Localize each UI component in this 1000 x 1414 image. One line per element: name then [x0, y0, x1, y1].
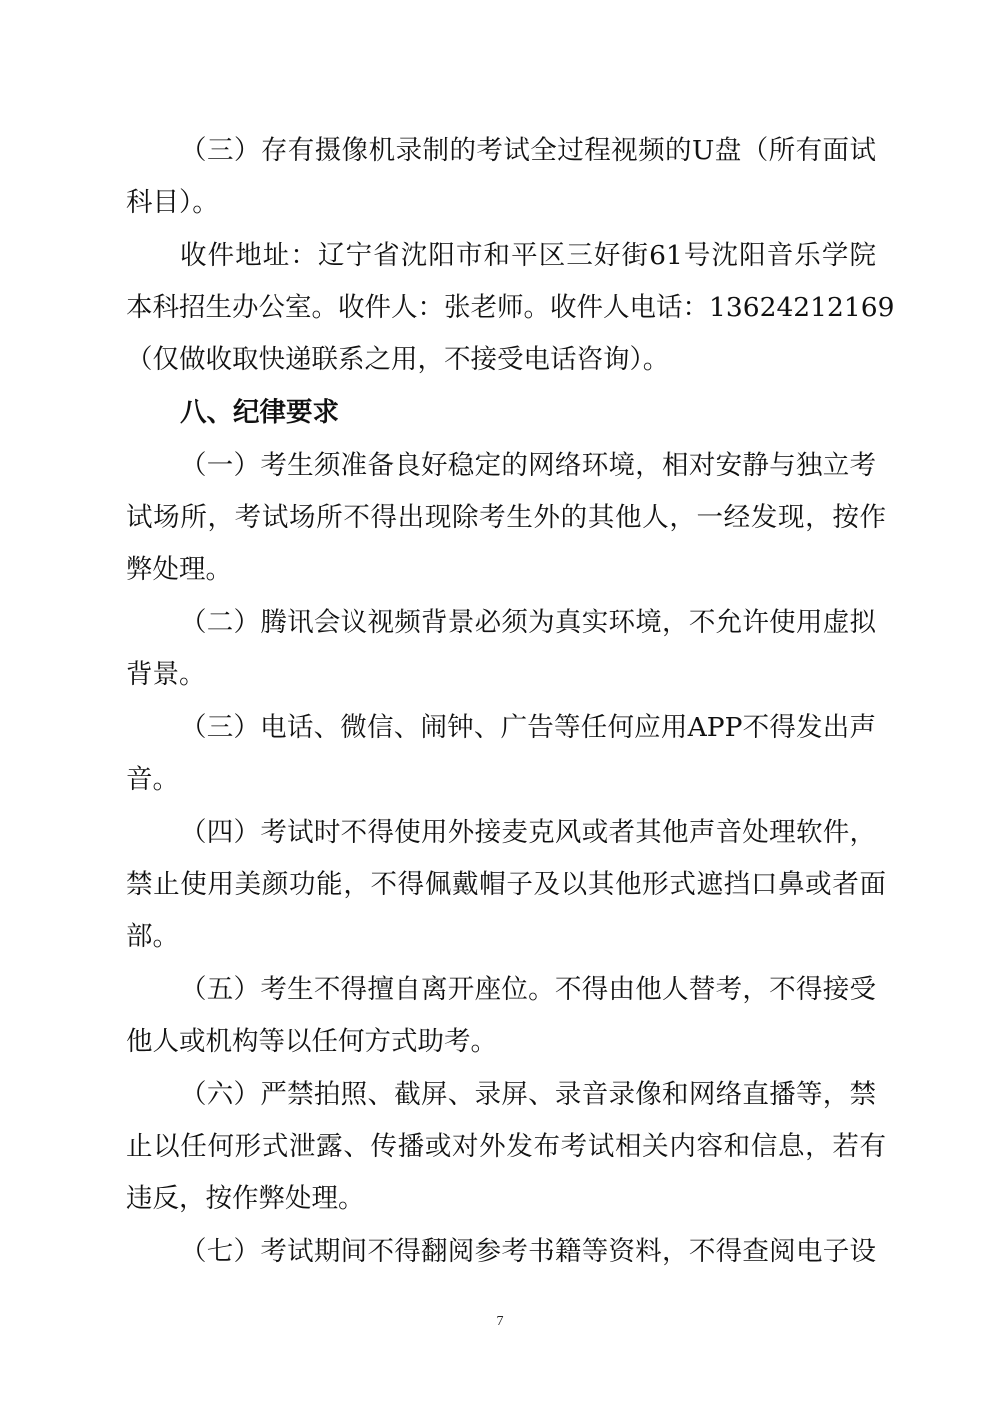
- text-line: （三）存有摄像机录制的考试全过程视频的U盘（所有面试: [180, 135, 876, 166]
- text-line: （仅做收取快递联系之用，不接受电话咨询）。: [126, 344, 670, 375]
- page-number: 7: [496, 1314, 504, 1329]
- text-line: 音。: [126, 764, 179, 795]
- text-line: 弊处理。: [126, 554, 232, 585]
- text-line: （二）腾讯会议视频背景必须为真实环境，不允许使用虚拟: [180, 607, 876, 638]
- text-line: 收件地址：辽宁省沈阳市和平区三好街61号沈阳音乐学院: [180, 240, 876, 271]
- text-line: （七）考试期间不得翻阅参考书籍等资料，不得查阅电子设: [180, 1236, 876, 1267]
- text-line: （三）电话、微信、闹钟、广告等任何应用APP不得发出声: [180, 712, 876, 743]
- text-line: 本科招生办公室。收件人：张老师。收件人电话：13624212169: [126, 292, 895, 323]
- text-line: 背景。: [126, 659, 206, 690]
- section-heading: 八、纪律要求: [180, 397, 339, 428]
- text-line: 他人或机构等以任何方式助考。: [126, 1026, 497, 1057]
- text-line: 部。: [126, 921, 179, 952]
- text-line: 科目）。: [126, 187, 219, 218]
- text-line: 试场所，考试场所不得出现除考生外的其他人，一经发现，按作: [126, 502, 886, 533]
- text-line: （一）考生须准备良好稳定的网络环境，相对安静与独立考: [180, 450, 876, 481]
- text-line: 止以任何形式泄露、传播或对外发布考试相关内容和信息，若有: [126, 1131, 886, 1162]
- text-line: （五）考生不得擅自离开座位。不得由他人替考，不得接受: [180, 974, 876, 1005]
- text-line: （四）考试时不得使用外接麦克风或者其他声音处理软件，: [180, 817, 876, 848]
- text-line: （六）严禁拍照、截屏、录屏、录音录像和网络直播等，禁: [180, 1079, 876, 1110]
- text-line: 禁止使用美颜功能，不得佩戴帽子及以其他形式遮挡口鼻或者面: [126, 869, 886, 900]
- text-line: 违反，按作弊处理。: [126, 1183, 365, 1214]
